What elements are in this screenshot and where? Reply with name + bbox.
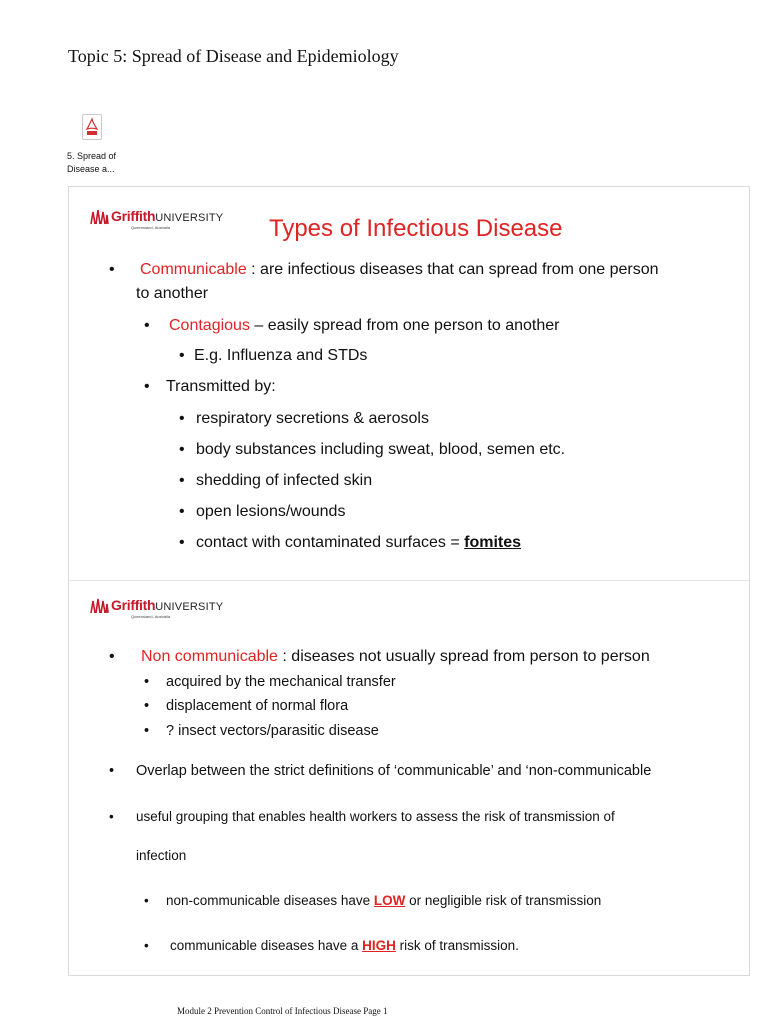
route-item: shedding of infected skin — [196, 472, 373, 489]
contagious-definition: Contagious – easily spread from one person to another — [169, 317, 560, 334]
griffith-logo: GriffithUNIVERSITY Queensland, Australia — [89, 598, 223, 619]
page-footer: Module 2 Prevention Control of Infectious Disease Page 1 — [177, 1006, 388, 1016]
bullet-icon: • — [144, 893, 149, 908]
bullet-icon: • — [179, 347, 185, 364]
communicable-definition-cont: to another — [136, 285, 209, 302]
page-title: Topic 5: Spread of Disease and Epidemiology — [68, 46, 399, 66]
bullet-icon: • — [144, 938, 149, 953]
route-item-fomites: contact with contaminated surfaces = fomites — [196, 534, 522, 551]
route-item: respiratory secretions & aerosols — [196, 410, 429, 427]
transmitted-by-label: Transmitted by: — [166, 378, 276, 395]
bullet-icon: • — [179, 503, 185, 520]
bullet-icon: • — [109, 763, 115, 779]
bullet-icon: • — [179, 534, 185, 551]
route-item: body substances including sweat, blood, semen etc. — [196, 441, 566, 458]
griffith-emblem-icon — [89, 598, 109, 614]
bullet-icon: • — [109, 261, 115, 278]
useful-grouping-line2: infection — [136, 848, 187, 863]
bullet-icon: • — [144, 674, 150, 690]
bullet-icon: • — [109, 648, 115, 665]
useful-grouping-line1: useful grouping that enables health workers to assess the risk of transmission of — [136, 809, 615, 824]
griffith-logo: GriffithUNIVERSITY Queensland, Australia — [89, 209, 223, 230]
non-communicable-item: ? insect vectors/parasitic disease — [166, 723, 379, 739]
contagious-example: E.g. Influenza and STDs — [194, 347, 368, 364]
high-risk-statement: communicable diseases have a HIGH risk of transmission. — [170, 938, 519, 953]
low-risk-statement: non-communicable diseases have LOW or negligible risk of transmission — [166, 893, 602, 908]
slide-types-of-infectious-disease — [68, 186, 750, 582]
route-item: open lesions/wounds — [196, 503, 346, 520]
bullet-icon: • — [144, 378, 150, 395]
pdf-attachment[interactable] — [60, 114, 124, 176]
bullet-icon: • — [144, 723, 150, 739]
slide-non-communicable — [68, 580, 750, 976]
bullet-icon: • — [109, 809, 114, 824]
bullet-icon: • — [179, 441, 185, 458]
bullet-icon: • — [144, 698, 150, 714]
pdf-file-icon — [82, 114, 102, 140]
griffith-emblem-icon — [89, 209, 109, 225]
bullet-icon: • — [144, 317, 150, 334]
communicable-definition: Communicable : are infectious diseases that can spread from one person — [140, 261, 659, 278]
overlap-statement: Overlap between the strict definitions of ‘communicable’ and ‘non-communicable — [136, 763, 652, 779]
non-communicable-item: acquired by the mechanical transfer — [166, 674, 396, 690]
attachment-caption: 5. Spread of Disease a... — [67, 151, 117, 174]
bullet-icon: • — [179, 472, 185, 489]
non-communicable-definition: Non communicable : diseases not usually spread from person to person — [141, 648, 650, 665]
bullet-icon: • — [179, 410, 185, 427]
slide-title: Types of Infectious Disease — [269, 215, 563, 242]
non-communicable-item: displacement of normal flora — [166, 698, 349, 714]
